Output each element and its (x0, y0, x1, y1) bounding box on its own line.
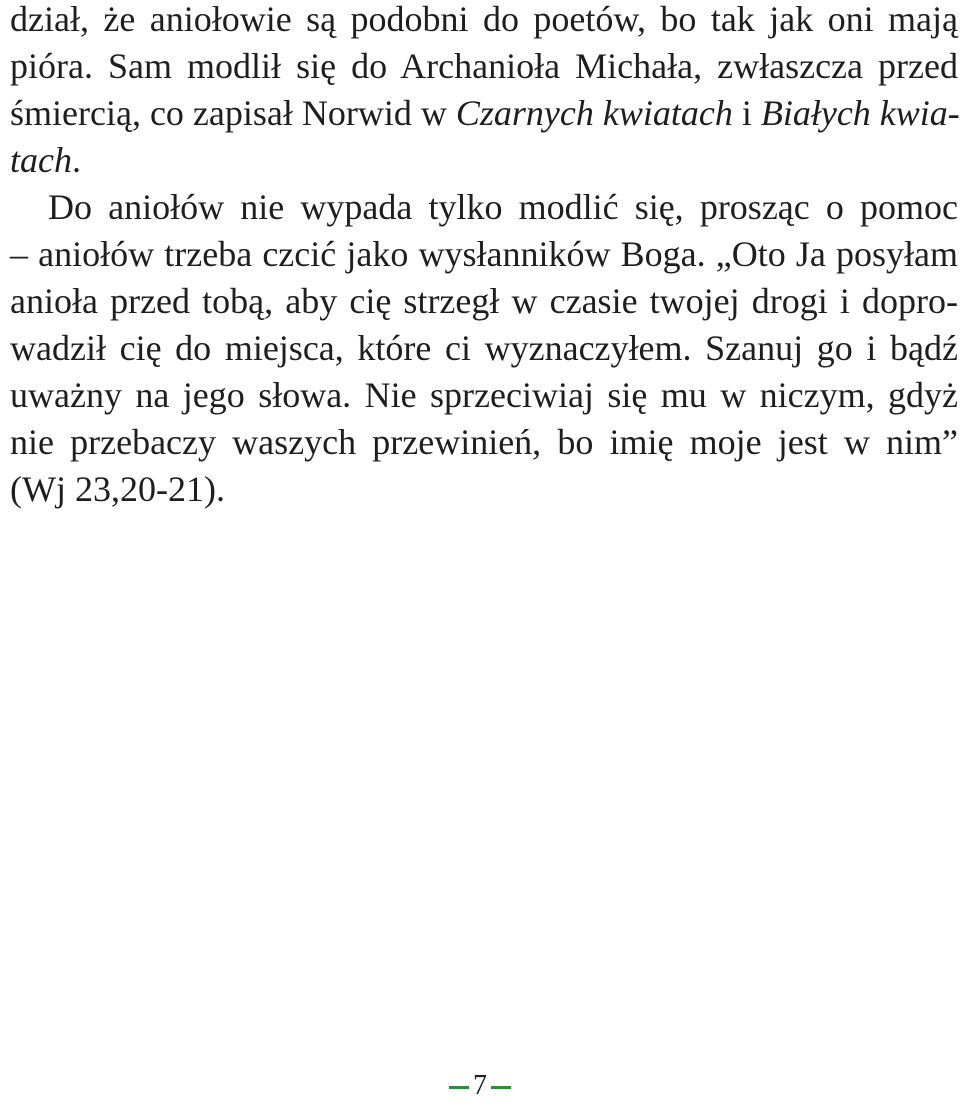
text-line: – aniołów trzeba czcić jako wysłanników Boga. „Oto Ja posyłam (10, 234, 958, 274)
paragraph-1 (10, 0, 958, 184)
text-line (10, 137, 958, 184)
text-line: anioła przed tobą, aby cię strzegł w czasie twojej drogi i dopro- (10, 281, 958, 321)
text-line: uważny na jego słowa. Nie sprzeciwiaj się mu w niczym, gdyż (10, 375, 958, 415)
text-line: wadził cię do miejsca, które ci wyznaczyłem. Szanuj go i bądź (10, 328, 958, 368)
text-line: pióra. Sam modlił się do Archanioła Michała, zwłaszcza przed (10, 46, 958, 86)
text-line (10, 90, 958, 137)
right-dash (491, 1086, 511, 1089)
book-title-biale-kwiaty-end: tach (10, 140, 72, 180)
paragraph-2 (10, 184, 958, 513)
text-segment: . (71, 140, 81, 180)
book-title-biale-kwiaty: Białych kwia- (760, 93, 960, 133)
text-line: (Wj 23,20-21). (10, 469, 225, 509)
page-number: 7 (473, 1070, 487, 1101)
text-line: Do aniołów nie wypada tylko modlić się, prosząc o pomoc (48, 187, 958, 227)
text-segment: śmiercią, co zapisał Norwid w (10, 93, 456, 133)
document-page (10, 0, 958, 513)
text-segment: i (732, 93, 761, 133)
page-footer (0, 1066, 960, 1106)
left-dash (449, 1086, 469, 1089)
book-title-czarne-kwiaty: Czarnych kwiatach (455, 93, 733, 133)
text-line: dział, że aniołowie są podobni do poetów, bo tak jak oni mają (10, 0, 958, 39)
text-line: nie przebaczy waszych przewinień, bo imię moje jest w nim” (10, 422, 958, 462)
